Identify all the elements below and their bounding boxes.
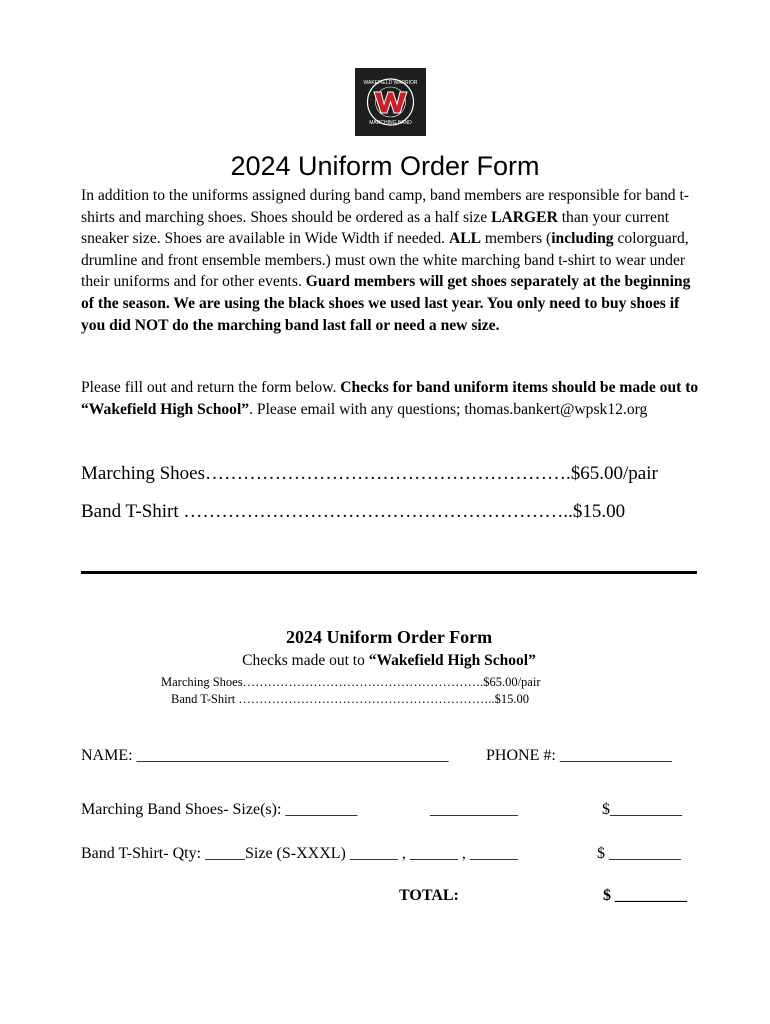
page-title: 2024 Uniform Order Form [230,151,540,181]
intro-bold-including: including [551,230,614,248]
name-field[interactable]: NAME: _______________________________________ [81,747,449,764]
logo-emblem [355,68,426,136]
tshirt-qty-size-field[interactable]: Band T-Shirt- Qty: _____Size (S-XXXL) ______ , ______ , ______ [81,845,518,862]
form-price-marching-shoes: Marching Shoes………………………………………………….$65.00/pair [161,675,541,689]
logo-letter-w [374,92,407,113]
price-marching-shoes: Marching Shoes………………………………………………….$65.00/pair [81,463,658,484]
intro-bold-larger: LARGER [491,208,558,226]
intro-text-1: In addition to the uniforms assigned during band camp, band members are responsible for band t-shirts and marching shoes. Shoes should be ordered as a half size [81,187,690,226]
total-label: TOTAL: [399,887,459,904]
price-band-tshirt: Band T-Shirt ……………………………………………………..$15.00 [81,501,626,522]
intro-text-4: colorguard, drumline and front ensemble members.) must own the white marching band t-shirt to wear under their uniforms and for other events. [81,230,689,291]
shoes-amount-field[interactable]: $_________ [602,801,682,818]
shoes-size-extra-field[interactable]: ___________ [430,801,518,818]
intro-bold-all: ALL [448,230,482,248]
total-amount-field[interactable]: $ _________ [603,887,687,904]
checks-payee-line [0,651,770,671]
logo-arc-bottom-text: MARCHING BAND [369,120,412,126]
form-price-band-tshirt: Band T-Shirt ……………………………………………………..$15.00 [171,692,529,706]
instructions-text-2: . Please email with any questions; thomas.bankert@wpsk12.org [249,400,648,418]
divider-line [81,571,697,574]
tshirt-amount-field[interactable]: $ _________ [597,845,681,862]
intro-bold-guard-note: Guard members will get shoes separately at the beginning of the season. We are using the black shoes we used last year. You only need to buy shoes if you did NOT do the marching band last fall or need a new size. [81,273,691,334]
wakefield-marching-band-logo [355,68,426,136]
intro-paragraph [81,185,701,336]
phone-field[interactable]: PHONE #: ______________ [486,747,672,764]
intro-text-3: members ( [481,230,552,248]
instructions-bold-checks: Checks for band uniform items should be made out to “Wakefield High School” [81,379,699,418]
instructions-text-1: Please fill out and return the form below. [81,379,341,396]
checks-payee: “Wakefield High School” [368,652,536,669]
checks-prefix: Checks made out to [242,652,369,669]
instructions-paragraph [81,377,701,420]
intro-text-2: than your current sneaker size. Shoes are available in Wide Width if needed. [81,208,670,248]
logo-arc-top-text: WAKEFIELD WARRIOR [363,80,418,86]
form-title: 2024 Uniform Order Form [285,627,493,647]
shoes-size-field[interactable]: Marching Band Shoes- Size(s): _________ [81,801,358,818]
